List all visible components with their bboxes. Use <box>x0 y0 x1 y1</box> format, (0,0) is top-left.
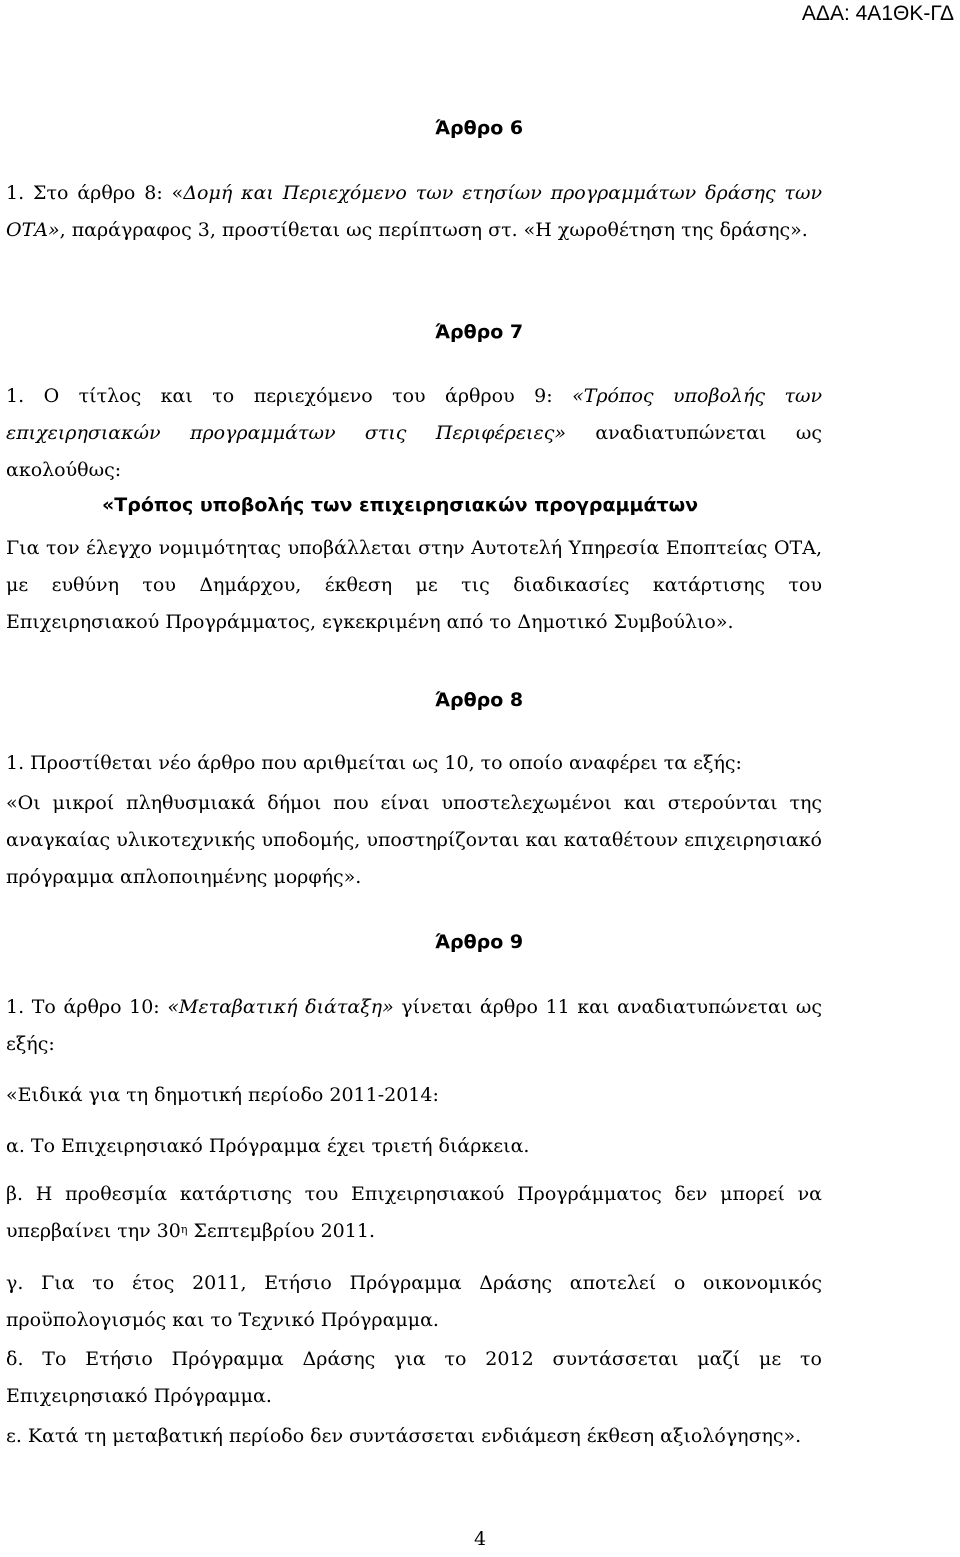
article-9-item-b <box>6 1176 822 1250</box>
article-6-p1-end: , παράγραφος 3, προστίθεται ως περίπτωση στ. «Η χωροθέτηση της δράσης». <box>59 219 808 241</box>
article-9-item-d: δ. Το Ετήσιο Πρόγραμμα Δράσης για το 2012 συντάσσεται μαζί με το Επιχειρησιακό Πρόγραμμα. <box>6 1348 822 1407</box>
article-9-p1-end: γίνεται άρθρο 11 και αναδιατυπώνεται ως εξής: <box>6 996 823 1055</box>
article-9-item-e: ε. Κατά τη μεταβατική περίοδο δεν συντάσσεται ενδιάμεση έκθεση αξιολόγησης». <box>6 1425 802 1447</box>
article-9-paragraph-1 <box>6 989 822 1063</box>
article-7-p1-end: αναδιατυπώνεται ως ακολούθως: <box>6 422 822 481</box>
article-9-item-a: α. Το Επιχειρησιακό Πρόγραμμα έχει τριετή διάρκεια. <box>6 1135 530 1157</box>
article-8-title: Άρθρο 8 <box>434 689 524 711</box>
article-7-paragraph-1 <box>6 378 822 489</box>
article-9-item-b-sup: η <box>180 1223 188 1236</box>
article-6-paragraph-1 <box>6 175 822 249</box>
article-7-p1-start: 1. Ο τίτλος και το περιεχόμενο του άρθρου 9: <box>6 385 573 407</box>
article-7-paragraph-2: Για τον έλεγχο νομιμότητας υποβάλλεται στην Αυτοτελή Υπηρεσία Εποπτείας ΟΤΑ, με ευθύνη του Δημάρχου, έκθεση με τις διαδικασίες κατάρτισης του Επιχειρησιακού Προγράμματος, εγκεκριμένη από το Δημοτικό Συμβούλιο». <box>6 537 822 633</box>
page-number: 4 <box>473 1528 487 1550</box>
article-6-p1-start: 1. Στο άρθρο 8: « <box>6 182 184 204</box>
article-9-item-b-end: Σεπτεμβρίου 2011. <box>187 1220 375 1242</box>
article-9-item-c: γ. Για το έτος 2011, Ετήσιο Πρόγραμμα Δράσης αποτελεί ο οικονομικός προϋπολογισμός και το Τεχνικό Πρόγραμμα. <box>6 1272 822 1331</box>
article-7-title: Άρθρο 7 <box>434 321 524 343</box>
article-6-title: Άρθρο 6 <box>434 117 524 139</box>
article-7-p1-italic: «Τρόπος υποβολής των επιχειρησιακών προγραμμάτων στις Περιφέρειες» <box>6 385 822 444</box>
article-9-title: Άρθρο 9 <box>434 931 524 953</box>
article-9-p1-start: 1. Το άρθρο 10: <box>6 996 168 1018</box>
article-9-item-b-start: β. Η προθεσμία κατάρτισης του Επιχειρησιακού Προγράμματος δεν μπορεί να υπερβαίνει την 30 <box>6 1183 822 1242</box>
article-6-p1-italic: Δομή και Περιεχόμενο των ετησίων προγραμμάτων δράσης των ΟΤΑ» <box>6 182 822 241</box>
ada-code: ΑΔΑ: 4Α1ΘΚ-ΓΔ <box>801 2 954 25</box>
article-9-paragraph-2: «Ειδικά για τη δημοτική περίοδο 2011-2014: <box>6 1084 439 1106</box>
article-8-paragraph-1: 1. Προστίθεται νέο άρθρο που αριθμείται ως 10, το οποίο αναφέρει τα εξής: <box>6 752 742 774</box>
article-7-subtitle: «Τρόπος υποβολής των επιχειρησιακών προγραμμάτων <box>102 494 699 516</box>
article-8-paragraph-2: «Οι μικροί πληθυσμιακά δήμοι που είναι υποστελεχωμένοι και στερούνται της αναγκαίας υλικοτεχνικής υποδομής, υποστηρίζονται και καταθέτουν επιχειρησιακό πρόγραμμα απλοποιημένης μορφής». <box>6 792 822 888</box>
article-9-p1-italic: «Μεταβατική διάταξη» <box>167 996 394 1018</box>
